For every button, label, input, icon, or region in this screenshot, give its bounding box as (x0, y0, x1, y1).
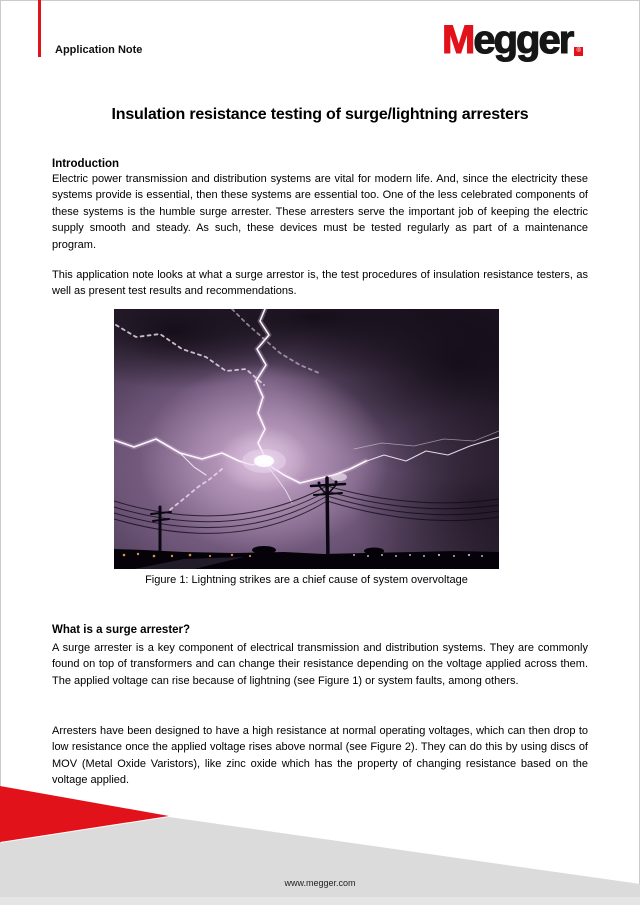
megger-logo-rest: egger (473, 18, 573, 62)
arrester-paragraph-1: A surge arrester is a key component of electrical transmission and distribution systems. They are commonly found on top of transformers and can change their resistance depending on the voltage applied across them. The applied voltage can rise because of lightning (see Figure 1) or system faults, among others. (52, 642, 588, 687)
doc-type-label: Application Note (55, 44, 143, 56)
arrester-heading: What is a surge arrester? (52, 624, 191, 636)
megger-logo (442, 20, 583, 60)
figure1-caption: Figure 1: Lightning strikes are a chief cause of system overvoltage (145, 574, 468, 586)
lightning-photo (114, 309, 499, 569)
intro-paragraph-1: Electric power transmission and distribution systems are vital for modern life. And, since the electricity these systems provide is essential, then these systems are essential too. One of the less celebrated components of these systems is the humble surge arrester. These arresters serve the important job of keeping the electric supply smooth and steady. As such, these devices must be tested regularly as part of a maintenance program. (52, 173, 588, 251)
header-red-rule (38, 0, 41, 57)
footer-gray-wedge (0, 817, 640, 905)
megger-logo-m: M (442, 18, 474, 62)
footer-bottom-strip (0, 897, 640, 905)
intro-heading: Introduction (52, 158, 120, 170)
page-title: Insulation resistance testing of surge/lightning arresters (111, 106, 529, 123)
footer-website: www.megger.com (284, 878, 356, 888)
arrester-paragraph-2: Arresters have been designed to have a high resistance at normal operating voltages, which can then drop to low resistance once the applied voltage rises above normal (see Figure 2). They can do this by using discs of MOV (Metal Oxide Varistors), like zinc oxide which has the property of changing resistance based on the voltage applied. (52, 725, 588, 787)
registered-trademark-icon: ® (574, 47, 583, 56)
intro-paragraph-2: This application note looks at what a surge arrestor is, the test procedures of insulation resistance testers, as well as present test results and recommendations. (52, 269, 588, 298)
